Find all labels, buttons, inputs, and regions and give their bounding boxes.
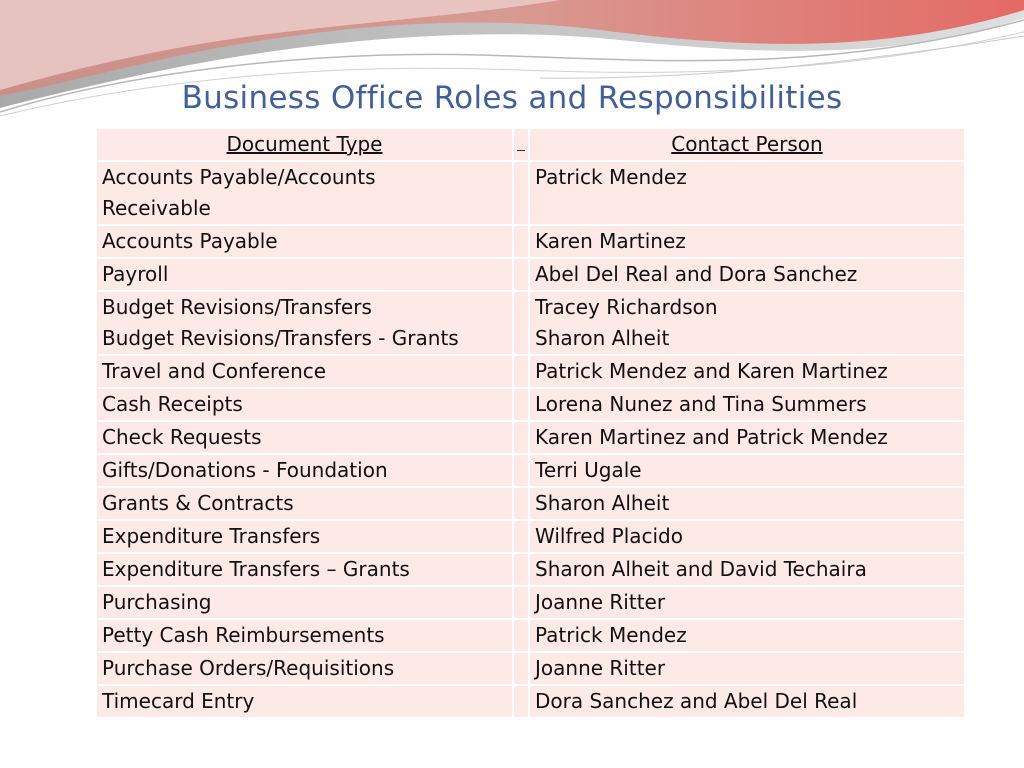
- spacer-cell: [513, 487, 529, 520]
- contact-person-cell: [529, 388, 965, 421]
- table-row: [96, 619, 965, 652]
- contact-person-text: Sharon Alheit: [535, 491, 670, 515]
- document-type-text: Payroll: [102, 262, 169, 286]
- spacer-cell: [513, 553, 529, 586]
- table-row: [96, 685, 965, 718]
- table-row: [96, 161, 965, 225]
- spacer-cell: [513, 619, 529, 652]
- document-type-text: Travel and Conference: [102, 359, 327, 383]
- spacer-cell: [513, 291, 529, 355]
- document-type-text: Expenditure Transfers – Grants: [102, 557, 410, 581]
- document-type-cell: [96, 355, 513, 388]
- contact-person-cell: [529, 225, 965, 258]
- document-type-text: Cash Receipts: [102, 392, 243, 416]
- document-type-text: Budget Revisions/Transfers - Grants: [102, 326, 459, 350]
- slide-title: Business Office Roles and Responsibilities: [181, 80, 843, 116]
- spacer-cell: [513, 421, 529, 454]
- document-type-cell: [96, 487, 513, 520]
- table-row: [96, 421, 965, 454]
- table-row: [96, 258, 965, 291]
- table-body: [96, 161, 965, 718]
- contact-person-text: Lorena Nunez and Tina Summers: [535, 392, 867, 416]
- contact-person-text: Patrick Mendez: [535, 623, 687, 647]
- document-type-text: Purchase Orders/Requisitions: [102, 656, 395, 680]
- spacer-cell: [513, 520, 529, 553]
- header-document-type: Document Type: [96, 128, 513, 161]
- contact-person-text: Karen Martinez: [535, 229, 686, 253]
- table-row: [96, 291, 965, 355]
- contact-person-cell: [529, 258, 965, 291]
- document-type-cell: [96, 553, 513, 586]
- spacer-cell: [513, 685, 529, 718]
- contact-person-text: Joanne Ritter: [535, 656, 666, 680]
- contact-person-text: Sharon Alheit and David Techaira: [535, 557, 867, 581]
- table-header-row: [96, 128, 965, 161]
- contact-person-cell: [529, 586, 965, 619]
- document-type-text: Timecard Entry: [102, 689, 255, 713]
- document-type-text: Budget Revisions/Transfers: [102, 295, 372, 319]
- document-type-cell: [96, 520, 513, 553]
- contact-person-cell: [529, 487, 965, 520]
- spacer-cell: [513, 586, 529, 619]
- contact-person-text: Sharon Alheit: [535, 326, 670, 350]
- table-row: [96, 586, 965, 619]
- document-type-cell: [96, 258, 513, 291]
- contact-person-text: Karen Martinez and Patrick Mendez: [535, 425, 888, 449]
- contact-person-cell: [529, 619, 965, 652]
- spacer-cell: [513, 388, 529, 421]
- document-type-text: Expenditure Transfers: [102, 524, 321, 548]
- table-row: [96, 225, 965, 258]
- document-type-text: Receivable: [102, 196, 211, 220]
- table-row: [96, 388, 965, 421]
- contact-person-cell: [529, 454, 965, 487]
- document-type-text: Accounts Payable: [102, 229, 278, 253]
- table-row: [96, 487, 965, 520]
- document-type-cell: [96, 421, 513, 454]
- document-type-text: Check Requests: [102, 425, 262, 449]
- contact-person-text: Patrick Mendez: [535, 165, 687, 189]
- contact-person-text: Patrick Mendez and Karen Martinez: [535, 359, 888, 383]
- table-row: [96, 553, 965, 586]
- document-type-cell: [96, 388, 513, 421]
- document-type-cell: [96, 161, 513, 225]
- header-spacer: [513, 128, 529, 161]
- table-row: [96, 454, 965, 487]
- contact-person-text: Abel Del Real and Dora Sanchez: [535, 262, 858, 286]
- contact-person-cell: [529, 685, 965, 718]
- document-type-text: Grants & Contracts: [102, 491, 294, 515]
- contact-person-cell: [529, 553, 965, 586]
- contact-person-text: Wilfred Placido: [535, 524, 683, 548]
- document-type-cell: [96, 454, 513, 487]
- contact-person-text: Joanne Ritter: [535, 590, 666, 614]
- header-contact-person: Contact Person: [529, 128, 965, 161]
- spacer-cell: [513, 161, 529, 225]
- contact-person-cell: [529, 291, 965, 355]
- table-row: [96, 652, 965, 685]
- contact-person-text: Terri Ugale: [535, 458, 642, 482]
- document-type-cell: [96, 619, 513, 652]
- spacer-cell: [513, 652, 529, 685]
- document-type-text: Purchasing: [102, 590, 212, 614]
- contact-person-cell: [529, 355, 965, 388]
- document-type-cell: [96, 291, 513, 355]
- document-type-text: Petty Cash Reimbursements: [102, 623, 385, 647]
- document-type-text: Accounts Payable/Accounts: [102, 165, 376, 189]
- contact-person-cell: [529, 652, 965, 685]
- spacer-cell: [513, 225, 529, 258]
- contact-person-cell: [529, 520, 965, 553]
- contact-person-cell: [529, 161, 965, 225]
- spacer-underline-mark: [517, 136, 525, 151]
- document-type-text: Gifts/Donations - Foundation: [102, 458, 388, 482]
- document-type-cell: [96, 586, 513, 619]
- document-type-cell: [96, 225, 513, 258]
- table-row: [96, 520, 965, 553]
- spacer-cell: [513, 258, 529, 291]
- spacer-cell: [513, 454, 529, 487]
- document-type-cell: [96, 685, 513, 718]
- table-row: [96, 355, 965, 388]
- spacer-cell: [513, 355, 529, 388]
- contact-person-text: Tracey Richardson: [535, 295, 718, 319]
- contact-person-text: Dora Sanchez and Abel Del Real: [535, 689, 858, 713]
- contact-person-cell: [529, 421, 965, 454]
- document-type-cell: [96, 652, 513, 685]
- roles-table: [95, 127, 966, 719]
